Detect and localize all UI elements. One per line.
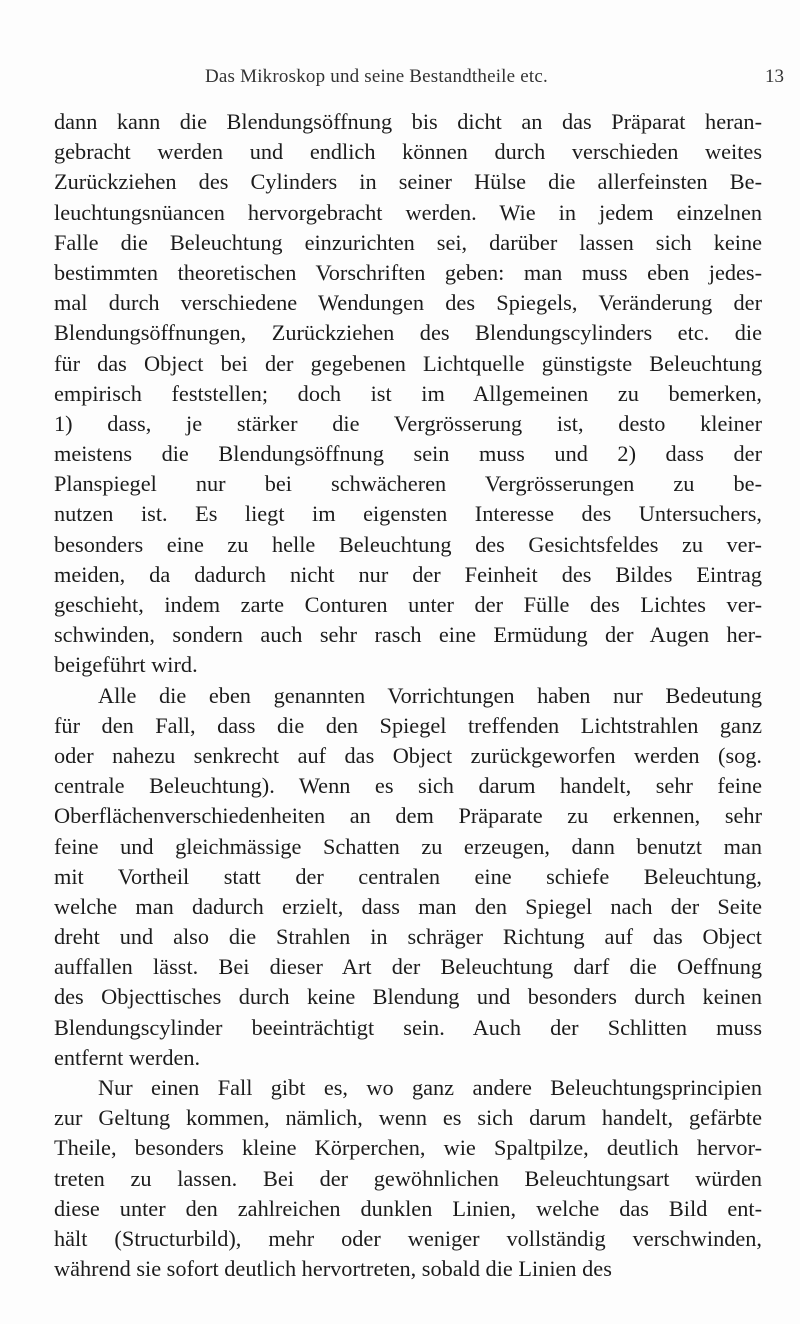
text-line: nutzen ist. Es liegt im eigensten Interesse des Untersuchers, — [54, 501, 762, 527]
text-line: Zurückziehen des Cylinders in seiner Hülse die allerfeinsten Be- — [54, 169, 762, 195]
text-line: centrale Beleuchtung). Wenn es sich darum handelt, sehr feine — [54, 773, 762, 799]
text-line: welche man dadurch erzielt, dass man den Spiegel nach der Seite — [54, 893, 762, 919]
text-line: für den Fall, dass die den Spiegel treffenden Lichtstrahlen ganz — [54, 712, 762, 738]
paragraph — [54, 681, 762, 1073]
text-line: für das Object bei der gegebenen Lichtquelle günstigste Beleuchtung — [54, 350, 762, 376]
paragraph — [54, 1073, 762, 1284]
page-number: 13 — [765, 66, 784, 87]
paragraph — [54, 107, 762, 681]
text-line: 1) dass, je stärker die Vergrösserung ist, desto kleiner — [54, 410, 762, 436]
text-line: während sie sofort deutlich hervortreten, sobald die Linien des — [54, 1256, 612, 1282]
text-line: Planspiegel nur bei schwächeren Vergrösserungen zu be- — [54, 471, 762, 497]
text-line: bestimmten theoretischen Vorschriften geben: man muss eben jedes- — [54, 259, 762, 285]
text-line: Oberflächenverschiedenheiten an dem Präparate zu erkennen, sehr — [54, 803, 762, 829]
text-line: Blendungscylinder beeinträchtigt sein. Auch der Schlitten muss — [54, 1014, 762, 1040]
text-line: besonders eine zu helle Beleuchtung des Gesichtsfeldes zu ver- — [54, 531, 762, 557]
text-line: feine und gleichmässige Schatten zu erzeugen, dann benutzt man — [54, 833, 762, 859]
text-line: meiden, da dadurch nicht nur der Feinheit des Bildes Eintrag — [54, 561, 762, 587]
text-line: dreht und also die Strahlen in schräger Richtung auf das Object — [54, 924, 762, 950]
text-line: schwinden, sondern auch sehr rasch eine Ermüdung der Augen her- — [54, 622, 762, 648]
running-head-title: Das Mikroskop und seine Bestandtheile etc. — [205, 66, 548, 87]
text-line: entfernt werden. — [54, 1044, 201, 1070]
text-line: beigeführt wird. — [54, 652, 198, 678]
text-line: dann kann die Blendungsöffnung bis dicht an das Präparat heran- — [54, 109, 762, 134]
running-head — [205, 66, 800, 92]
text-line: Theile, besonders kleine Körperchen, wie Spaltpilze, deutlich hervor- — [54, 1135, 762, 1161]
text-line: Falle die Beleuchtung einzurichten sei, darüber lassen sich keine — [54, 229, 762, 255]
text-line: oder nahezu senkrecht auf das Object zurückgeworfen werden (sog. — [54, 742, 762, 768]
text-line: hält (Structurbild), mehr oder weniger vollständig verschwinden, — [54, 1225, 762, 1251]
text-line: empirisch feststellen; doch ist im Allgemeinen zu bemerken, — [54, 380, 762, 406]
text-line: diese unter den zahlreichen dunklen Linien, welche das Bild ent- — [54, 1195, 762, 1221]
text-line: auffallen lässt. Bei dieser Art der Beleuchtung darf die Oeffnung — [54, 954, 762, 980]
text-line: treten zu lassen. Bei der gewöhnlichen Beleuchtungsart würden — [54, 1165, 762, 1191]
text-line: zur Geltung kommen, nämlich, wenn es sich darum handelt, gefärbte — [54, 1105, 762, 1131]
body-text — [54, 107, 762, 1284]
text-line: gebracht werden und endlich können durch verschieden weites — [54, 139, 762, 165]
text-line: Nur einen Fall gibt es, wo ganz andere Beleuchtungsprincipien — [98, 1075, 762, 1100]
text-line: des Objecttisches durch keine Blendung und besonders durch keinen — [54, 984, 762, 1010]
text-line: mit Vortheil statt der centralen eine schiefe Beleuchtung, — [54, 863, 762, 889]
text-line: Blendungsöffnungen, Zurückziehen des Blendungscylinders etc. die — [54, 320, 762, 346]
text-line: Alle die eben genannten Vorrichtungen haben nur Bedeutung — [98, 682, 762, 708]
text-line: mal durch verschiedene Wendungen des Spiegels, Veränderung der — [54, 290, 762, 316]
text-line: meistens die Blendungsöffnung sein muss und 2) dass der — [54, 441, 762, 467]
text-line: leuchtungsnüancen hervorgebracht werden. Wie in jedem einzelnen — [54, 199, 762, 225]
text-line: geschieht, indem zarte Conturen unter der Fülle des Lichtes ver- — [54, 592, 762, 617]
